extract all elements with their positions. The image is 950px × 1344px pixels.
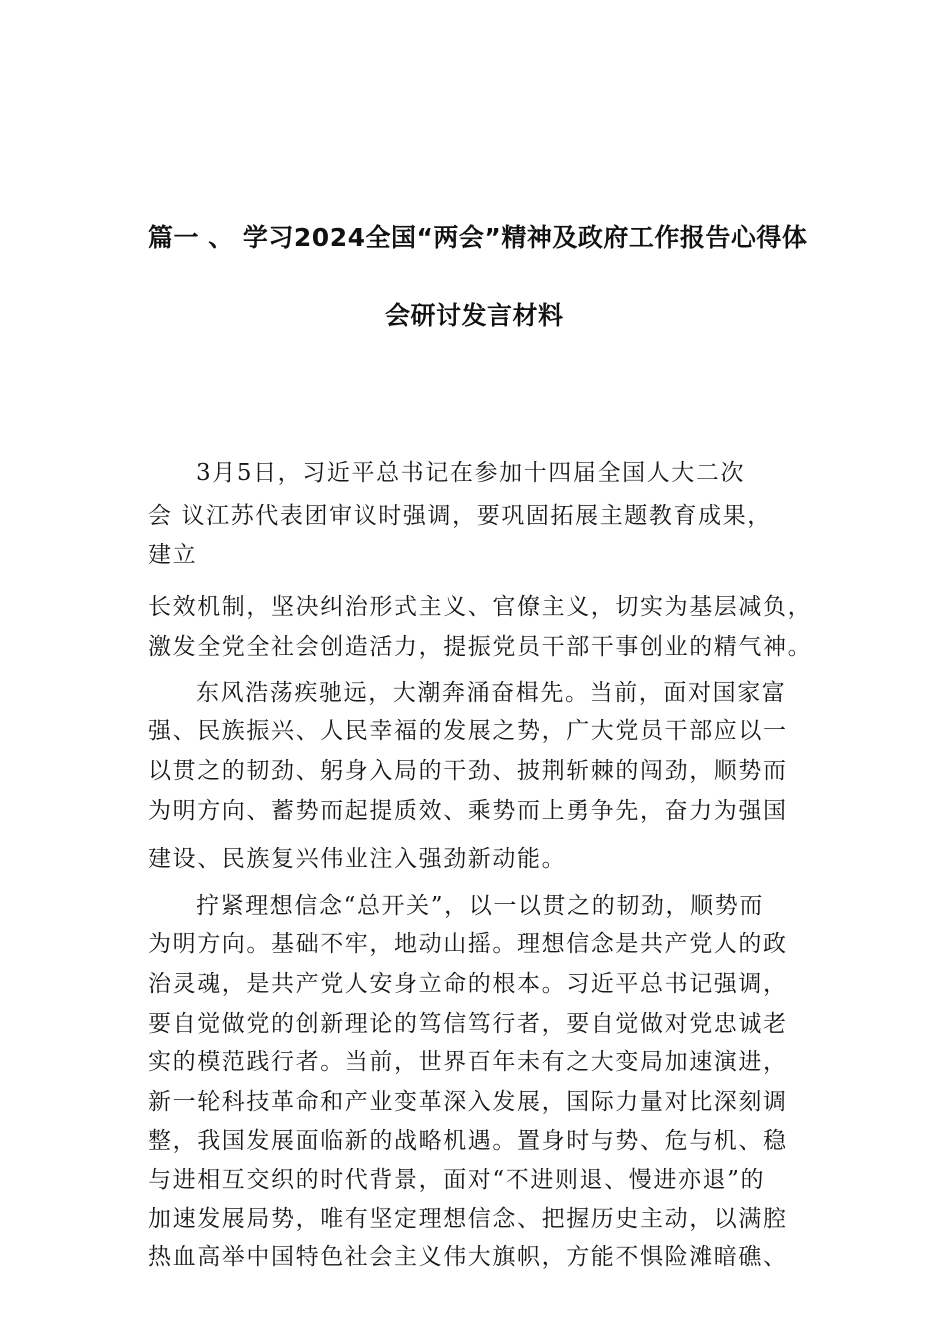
body-line: 热血高举中国特色社会主义伟大旗帜，方能不惧险滩暗礁、 <box>148 1244 788 1270</box>
body-line: 新一轮科技革命和产业变革深入发展，国际力量对比深刻调 <box>148 1089 788 1115</box>
body-line: 会 议江苏代表团审议时强调，要巩固拓展主题教育成果， <box>148 503 772 529</box>
body-line: 为明方向、蓄势而起提质效、乘势而上勇争先，奋力为强国 <box>148 798 788 824</box>
body-line: 加速发展局势，唯有坚定理想信念、把握历史主动，以满腔 <box>148 1206 788 1232</box>
document-title-line-2: 会研讨发言材料 <box>385 301 564 330</box>
body-line: 治灵魂，是共产党人安身立命的根本。习近平总书记强调， <box>148 971 788 997</box>
body-line: 拧紧理想信念“总开关”，以一以贯之的韧劲，顺势而 <box>196 893 764 919</box>
body-line: 激发全党全社会创造活力，提振党员干部干事创业的精气神。 <box>148 634 813 660</box>
body-line: 建设、民族复兴伟业注入强劲新动能。 <box>148 846 567 872</box>
body-line: 整，我国发展面临新的战略机遇。置身时与势、危与机、稳 <box>148 1128 788 1154</box>
body-line: 实的模范践行者。当前，世界百年未有之大变局加速演进， <box>148 1049 788 1075</box>
body-line: 为明方向。基础不牢，地动山摇。理想信念是共产党人的政 <box>148 931 788 957</box>
body-line: 要自觉做党的创新理论的笃信笃行者，要自觉做对党忠诚老 <box>148 1011 788 1037</box>
body-line: 3月5日，习近平总书记在参加十四届全国人大二次 <box>196 460 746 486</box>
body-line: 与进相互交织的时代背景，面对“不进则退、慢进亦退”的 <box>148 1167 766 1193</box>
document-title-line-1: 篇一 、 学习2024全国“两会”精神及政府工作报告心得体 <box>148 223 808 252</box>
body-line: 东风浩荡疾驰远，大潮奔涌奋楫先。当前，面对国家富 <box>196 680 787 706</box>
body-line: 建立 <box>148 542 198 568</box>
body-line: 强、民族振兴、人民幸福的发展之势，广大党员干部应以一 <box>148 718 788 744</box>
body-line: 长效机制，坚决纠治形式主义、官僚主义，切实为基层减负， <box>148 594 813 620</box>
body-line: 以贯之的韧劲、躬身入局的干劲、披荆斩棘的闯劲，顺势而 <box>148 758 788 784</box>
